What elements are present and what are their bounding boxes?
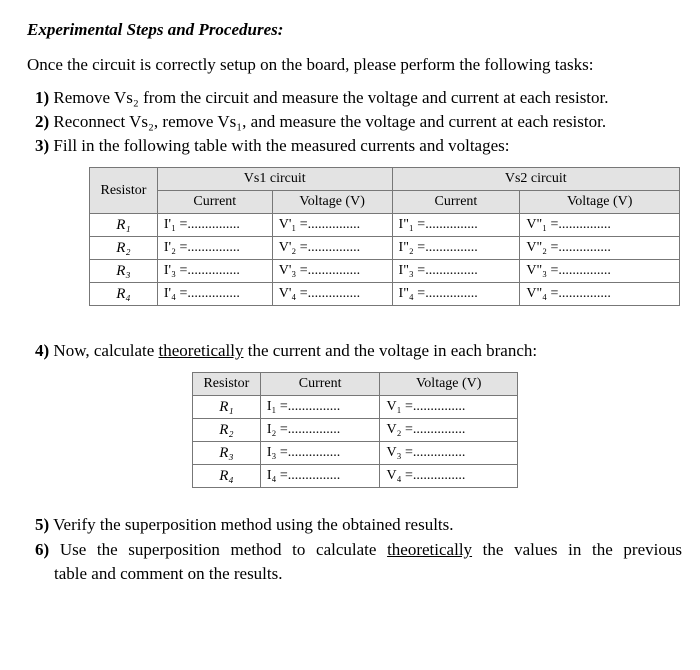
current-cell: I₄ =............... — [260, 465, 380, 488]
voltage-cell: V₂ =............... — [380, 419, 518, 442]
table-row — [193, 442, 518, 465]
resistor-label: R₃ — [193, 442, 261, 465]
vs2-voltage-header: Voltage (V) — [520, 191, 680, 214]
step-6-line-2: table and comment on the results. — [54, 564, 283, 583]
voltage-header: Voltage (V) — [380, 373, 518, 396]
vs1-voltage-cell: V'₁ =............... — [272, 214, 392, 237]
resistor-label: R₂ — [90, 237, 158, 260]
vs1-current-cell: I'₄ =............... — [157, 283, 272, 306]
vs1-voltage-cell: V'₃ =............... — [272, 260, 392, 283]
vs2-current-cell: I"₄ =............... — [392, 283, 520, 306]
step-6-underlined: theoretically — [387, 540, 473, 559]
resistor-label: R₄ — [193, 465, 261, 488]
table-row — [90, 260, 680, 283]
table-subheader-row — [90, 191, 680, 214]
vs1-current-header: Current — [157, 191, 272, 214]
table-row — [90, 214, 680, 237]
resistor-header: Resistor — [90, 168, 158, 214]
step-4-text-pre: Now, calculate — [53, 341, 159, 360]
voltage-cell: V₁ =............... — [380, 396, 518, 419]
voltage-cell: V₄ =............... — [380, 465, 518, 488]
step-6-number: 6) — [35, 540, 50, 559]
vs2-current-cell: I"₃ =............... — [392, 260, 520, 283]
current-cell: I₃ =............... — [260, 442, 380, 465]
step-4-number: 4) — [35, 341, 50, 360]
current-header: Current — [260, 373, 380, 396]
vs2-voltage-cell: V"₃ =............... — [520, 260, 680, 283]
vs2-circuit-header: Vs2 circuit — [392, 168, 679, 191]
vs2-current-header: Current — [392, 191, 520, 214]
resistor-label: R₁ — [193, 396, 261, 419]
table-row — [193, 465, 518, 488]
step-6 — [35, 540, 682, 560]
step-1 — [35, 88, 609, 108]
vs1-current-cell: I'₃ =............... — [157, 260, 272, 283]
table-header-row — [193, 373, 518, 396]
resistor-label: R₂ — [193, 419, 261, 442]
step-5-number: 5) — [35, 515, 50, 534]
current-cell: I₂ =............... — [260, 419, 380, 442]
step-2-text: Reconnect Vs₂, remove Vs₁, and measure the voltage and current at each resistor. — [53, 112, 607, 131]
step-5-text: Verify the superposition method using the obtained results. — [53, 515, 454, 534]
vs1-circuit-header: Vs1 circuit — [157, 168, 392, 191]
step-3-text: Fill in the following table with the measured currents and voltages: — [53, 136, 510, 155]
table-row — [90, 283, 680, 306]
intro-paragraph: Once the circuit is correctly setup on the board, please perform the following tasks: — [27, 55, 594, 74]
vs1-current-cell: I'₁ =............... — [157, 214, 272, 237]
vs1-voltage-cell: V'₄ =............... — [272, 283, 392, 306]
vs2-current-cell: I"₁ =............... — [392, 214, 520, 237]
step-2 — [35, 112, 606, 132]
section-heading: Experimental Steps and Procedures: — [27, 20, 284, 39]
step-4-text-post: the current and the voltage in each branch: — [243, 341, 538, 360]
resistor-label: R₄ — [90, 283, 158, 306]
step-6-text-pre: Use the superposition method to calculate — [59, 540, 388, 559]
step-1-number: 1) — [35, 88, 50, 107]
vs1-voltage-cell: V'₂ =............... — [272, 237, 392, 260]
measurement-table — [89, 167, 680, 306]
vs2-voltage-cell: V"₂ =............... — [520, 237, 680, 260]
step-4-underlined: theoretically — [158, 341, 244, 360]
resistor-header: Resistor — [193, 373, 261, 396]
vs1-voltage-header: Voltage (V) — [272, 191, 392, 214]
step-5 — [35, 515, 454, 535]
table-header-row — [90, 168, 680, 191]
table-row — [193, 419, 518, 442]
step-6-text-post: the values in the previous — [472, 540, 682, 559]
resistor-label: R₁ — [90, 214, 158, 237]
vs2-voltage-cell: V"₄ =............... — [520, 283, 680, 306]
theoretical-table — [192, 372, 518, 488]
resistor-label: R₃ — [90, 260, 158, 283]
step-1-text: Remove Vs₂ from the circuit and measure the voltage and current at each resistor. — [53, 88, 609, 107]
step-3 — [35, 136, 509, 156]
table-row — [193, 396, 518, 419]
step-2-number: 2) — [35, 112, 50, 131]
step-3-number: 3) — [35, 136, 50, 155]
voltage-cell: V₃ =............... — [380, 442, 518, 465]
step-4 — [35, 341, 537, 361]
table-row — [90, 237, 680, 260]
vs2-current-cell: I"₂ =............... — [392, 237, 520, 260]
vs2-voltage-cell: V"₁ =............... — [520, 214, 680, 237]
current-cell: I₁ =............... — [260, 396, 380, 419]
vs1-current-cell: I'₂ =............... — [157, 237, 272, 260]
